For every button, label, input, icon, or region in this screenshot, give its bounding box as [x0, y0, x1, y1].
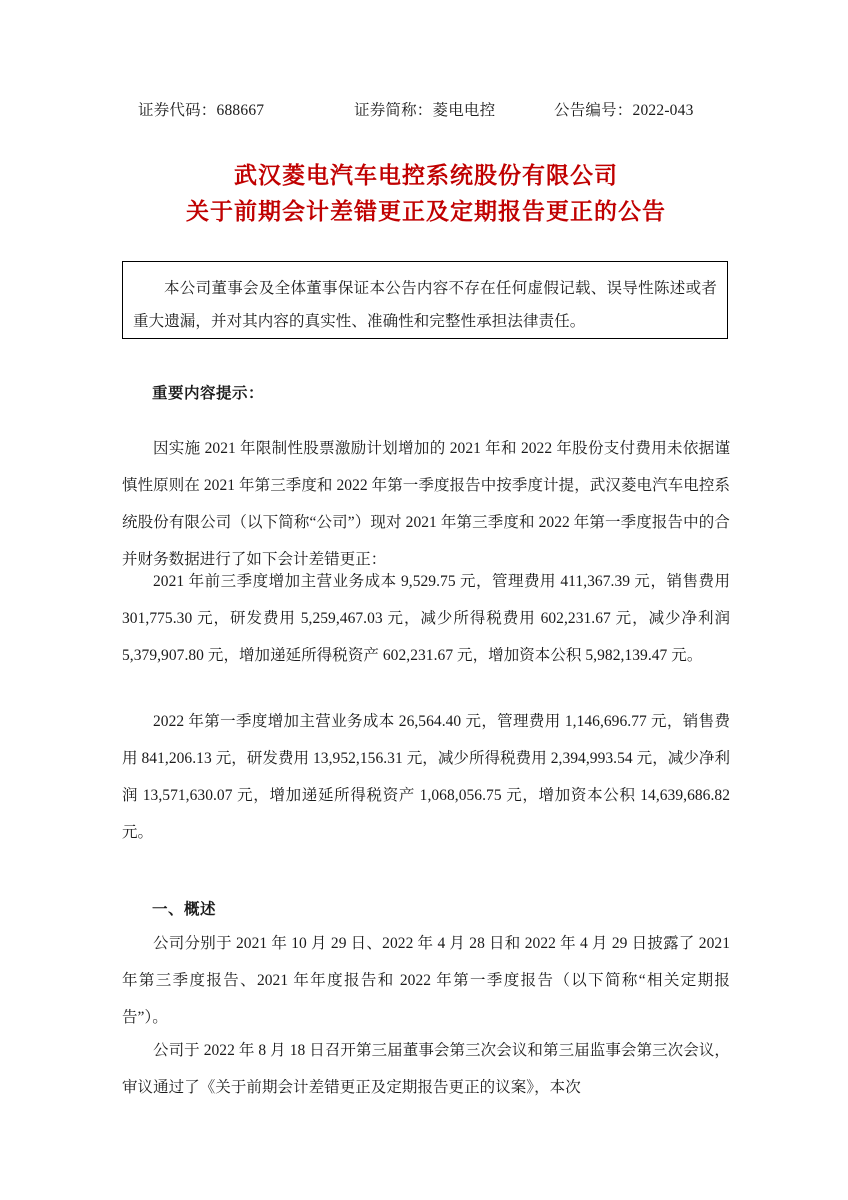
document-title — [122, 158, 730, 230]
document-header-line — [138, 98, 734, 120]
announcement-number-group — [554, 98, 734, 120]
disclaimer-box — [122, 261, 728, 339]
security-abbr-group — [354, 98, 554, 120]
security-code-value: 688667 — [216, 102, 265, 119]
security-code-group — [138, 98, 354, 120]
paragraph-prior-disclosures: 公司分别于 2021 年 10 月 29 日、2022 年 4 月 28 日和 2022 年 4 月 29 日披露了 2021 年第三季度报告、2021 年年度报告和 2022 年第一季度报告（以下简称“相关定期报告”）。 — [122, 935, 730, 1026]
paragraph-correction-reason: 因实施 2021 年限制性股票激励计划增加的 2021 年和 2022 年股份支付费用未依据谨慎性原则在 2021 年第三季度和 2022 年第一季度报告中按季度计提，武汉菱电汽车电控系统股份有限公司（以下简称“公司”）现对 2021 年第三季度和 2022 年第一季度报告中的合并财务数据进行了如下会计差错更正： — [122, 440, 730, 568]
company-name-title: 武汉菱电汽车电控系统股份有限公司 — [234, 163, 618, 188]
paragraph-adjustment-2021: 2021 年前三季度增加主营业务成本 9,529.75 元，管理费用 411,367.39 元，销售费用 301,775.30 元，研发费用 5,259,467.03 元，减少所得税费用 602,231.67 元，减少净利润 5,379,907.80 元，增加递延所得税资产 602,231.67 元，增加资本公积 5,982,139.47 元。 — [122, 573, 730, 664]
disclaimer-text: 本公司董事会及全体董事保证本公告内容不存在任何虚假记载、误导性陈述或者重大遗漏，并对其内容的真实性、准确性和完整性承担法律责任。 — [133, 280, 717, 330]
paragraph-adjustment-2022: 2022 年第一季度增加主营业务成本 26,564.40 元，管理费用 1,146,696.77 元，销售费用 841,206.13 元，研发费用 13,952,156.31 元，减少所得税费用 2,394,993.54 元，减少净利润 13,571,630.07 元，增加递延所得税资产 1,068,056.75 元，增加资本公积 14,639,686.82 元。 — [122, 713, 730, 841]
announcement-subject-title: 关于前期会计差错更正及定期报告更正的公告 — [186, 199, 666, 224]
section-heading-overview: 一、概述 — [152, 901, 217, 918]
security-abbr-value: 菱电电控 — [432, 102, 496, 119]
announcement-number-value: 2022-043 — [632, 102, 694, 119]
security-abbr-label: 证券简称： — [354, 102, 433, 119]
paragraph-board-meeting: 公司于 2022 年 8 月 18 日召开第三届董事会第三次会议和第三届监事会第三次会议，审议通过了《关于前期会计差错更正及定期报告更正的议案》，本次 — [122, 1042, 730, 1096]
important-notice-heading: 重要内容提示： — [152, 385, 265, 402]
security-code-label: 证券代码： — [138, 102, 217, 119]
announcement-number-label: 公告编号： — [554, 102, 633, 119]
